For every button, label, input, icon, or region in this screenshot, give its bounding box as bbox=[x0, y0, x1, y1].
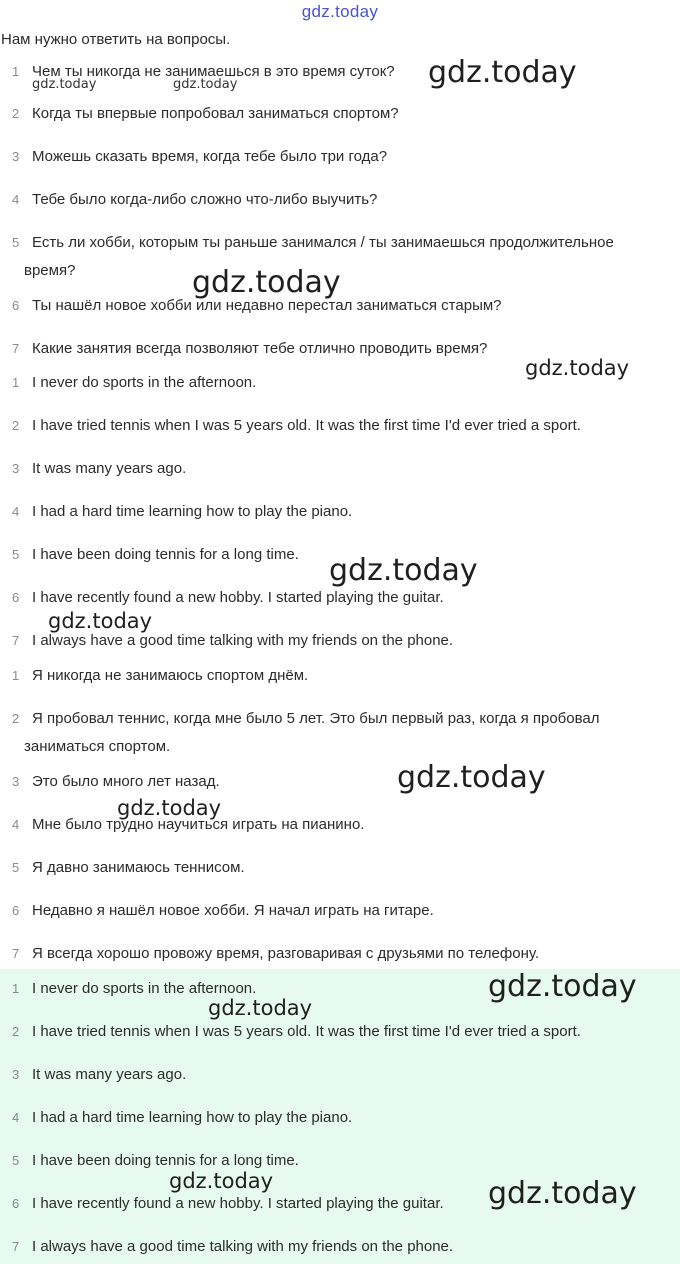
item-text: Когда ты впервые попробовал заниматься спортом? bbox=[32, 105, 399, 122]
item-number: 1 bbox=[12, 668, 20, 683]
item-number: 3 bbox=[12, 774, 20, 789]
watermark: gdz.today bbox=[48, 609, 153, 633]
item-number: 3 bbox=[12, 461, 20, 476]
item-number: 2 bbox=[12, 711, 20, 726]
item-text: I had a hard time learning how to play the piano. bbox=[32, 1109, 353, 1126]
watermark: gdz.today bbox=[117, 796, 222, 820]
item-text: I have been doing tennis for a long time. bbox=[32, 1152, 299, 1169]
item-text-continuation: время? bbox=[24, 262, 76, 279]
item-text: I had a hard time learning how to play the piano. bbox=[32, 503, 353, 520]
item-number: 5 bbox=[12, 1153, 20, 1168]
item-text: I have tried tennis when I was 5 years old. It was the first time I'd ever tried a sport. bbox=[32, 417, 581, 434]
item-text: I never do sports in the afternoon. bbox=[32, 980, 257, 997]
item-number: 5 bbox=[12, 235, 20, 250]
item-number: 4 bbox=[12, 817, 20, 832]
item-text: Недавно я нашёл новое хобби. Я начал играть на гитаре. bbox=[32, 902, 434, 919]
watermark: gdz.today bbox=[397, 760, 546, 795]
item-number: 1 bbox=[12, 981, 20, 996]
intro-text: Нам нужно ответить на вопросы. bbox=[1, 31, 231, 48]
item-number: 1 bbox=[12, 64, 20, 79]
item-number: 4 bbox=[12, 192, 20, 207]
item-text: Я пробовал теннис, когда мне было 5 лет. Это был первый раз, когда я пробовал bbox=[32, 710, 600, 727]
item-text: Какие занятия всегда позволяют тебе отлично проводить время? bbox=[32, 340, 488, 357]
watermark: gdz.today bbox=[525, 356, 630, 380]
item-number: 3 bbox=[12, 149, 20, 164]
item-text: Есть ли хобби, которым ты раньше занимался / ты занимаешься продолжительное bbox=[32, 234, 614, 251]
item-text: Можешь сказать время, когда тебе было три года? bbox=[32, 148, 388, 165]
item-number: 6 bbox=[12, 590, 20, 605]
watermark: gdz.today bbox=[488, 1176, 637, 1211]
site-title[interactable]: gdz.today bbox=[301, 2, 379, 21]
item-text: I always have a good time talking with my friends on the phone. bbox=[32, 632, 454, 649]
item-number: 7 bbox=[12, 633, 20, 648]
item-text: I always have a good time talking with my friends on the phone. bbox=[32, 1238, 454, 1255]
item-number: 4 bbox=[12, 1110, 20, 1125]
watermark: gdz.today bbox=[329, 553, 478, 588]
watermark: gdz.today bbox=[173, 77, 238, 92]
item-number: 6 bbox=[12, 903, 20, 918]
item-text: Я давно занимаюсь теннисом. bbox=[32, 859, 245, 876]
watermark: gdz.today bbox=[32, 77, 97, 92]
item-text: Мне было трудно научиться играть на пианино. bbox=[32, 816, 365, 833]
item-number: 6 bbox=[12, 298, 20, 313]
item-number: 2 bbox=[12, 418, 20, 433]
watermark: gdz.today bbox=[208, 996, 313, 1020]
watermark: gdz.today bbox=[169, 1169, 274, 1193]
item-number: 7 bbox=[12, 1239, 20, 1254]
item-number: 3 bbox=[12, 1067, 20, 1082]
watermark: gdz.today bbox=[488, 969, 637, 1004]
item-text: Тебе было когда-либо сложно что-либо выучить? bbox=[32, 191, 378, 208]
item-text-continuation: заниматься спортом. bbox=[24, 738, 171, 755]
item-text: Я никогда не занимаюсь спортом днём. bbox=[32, 667, 309, 684]
watermark: gdz.today bbox=[192, 265, 341, 300]
item-text: It was many years ago. bbox=[32, 460, 187, 477]
item-number: 5 bbox=[12, 860, 20, 875]
item-text: I have been doing tennis for a long time. bbox=[32, 546, 299, 563]
item-text: Чем ты никогда не занимаешься в это время суток? bbox=[32, 63, 395, 80]
item-number: 7 bbox=[12, 946, 20, 961]
item-text: I never do sports in the afternoon. bbox=[32, 374, 257, 391]
item-text: I have tried tennis when I was 5 years old. It was the first time I'd ever tried a sport. bbox=[32, 1023, 581, 1040]
item-text: Я всегда хорошо провожу время, разговаривая с друзьями по телефону. bbox=[32, 945, 540, 962]
item-number: 1 bbox=[12, 375, 20, 390]
item-number: 2 bbox=[12, 106, 20, 121]
item-text: I have recently found a new hobby. I started playing the guitar. bbox=[32, 1195, 444, 1212]
item-number: 6 bbox=[12, 1196, 20, 1211]
item-text: I have recently found a new hobby. I started playing the guitar. bbox=[32, 589, 444, 606]
item-number: 2 bbox=[12, 1024, 20, 1039]
item-number: 7 bbox=[12, 341, 20, 356]
item-text: Ты нашёл новое хобби или недавно перестал заниматься старым? bbox=[32, 297, 502, 314]
item-number: 5 bbox=[12, 547, 20, 562]
item-text: Это было много лет назад. bbox=[32, 773, 220, 790]
item-number: 4 bbox=[12, 504, 20, 519]
watermark: gdz.today bbox=[428, 55, 577, 90]
item-text: It was many years ago. bbox=[32, 1066, 187, 1083]
